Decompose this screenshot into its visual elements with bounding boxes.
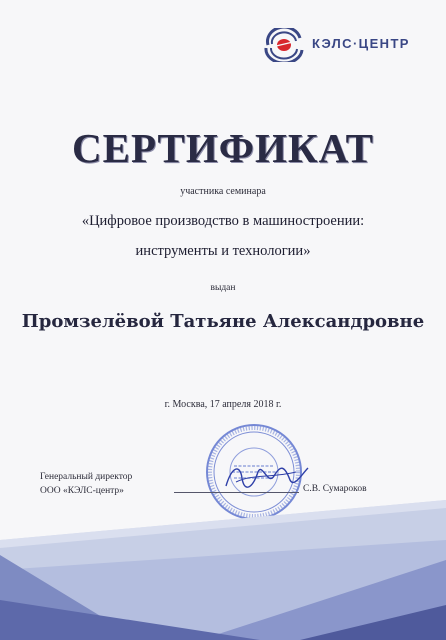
issued-label: выдан xyxy=(210,283,236,293)
signature-line xyxy=(174,492,299,493)
seminar-line-2: инструменты и технологии» xyxy=(135,243,311,259)
signatory-name: С.В. Сумароков xyxy=(303,484,367,494)
logo-text: КЭЛС·ЦЕНТР xyxy=(312,36,410,51)
company-logo xyxy=(262,28,427,62)
decorative-footer-graphic xyxy=(0,500,446,640)
seminar-line-1: «Цифровое производство в машиностроении: xyxy=(81,213,365,229)
handwritten-signature xyxy=(222,456,312,496)
signatory-role-line-1: Генеральный директор xyxy=(40,472,133,482)
recipient-name: Промзелёвой Татьяне Александровне xyxy=(21,311,425,332)
logo-emblem-icon xyxy=(262,28,308,62)
seminar-name xyxy=(0,206,446,266)
signatory-role-line-2: ООО «КЭЛС-центр» xyxy=(40,486,124,496)
place-date: г. Москва, 17 апреля 2018 г. xyxy=(164,399,282,410)
certificate-title: СЕРТИФИКАТ xyxy=(72,125,374,171)
signatory-role xyxy=(40,470,132,498)
participant-line: участника семинара xyxy=(180,186,266,197)
